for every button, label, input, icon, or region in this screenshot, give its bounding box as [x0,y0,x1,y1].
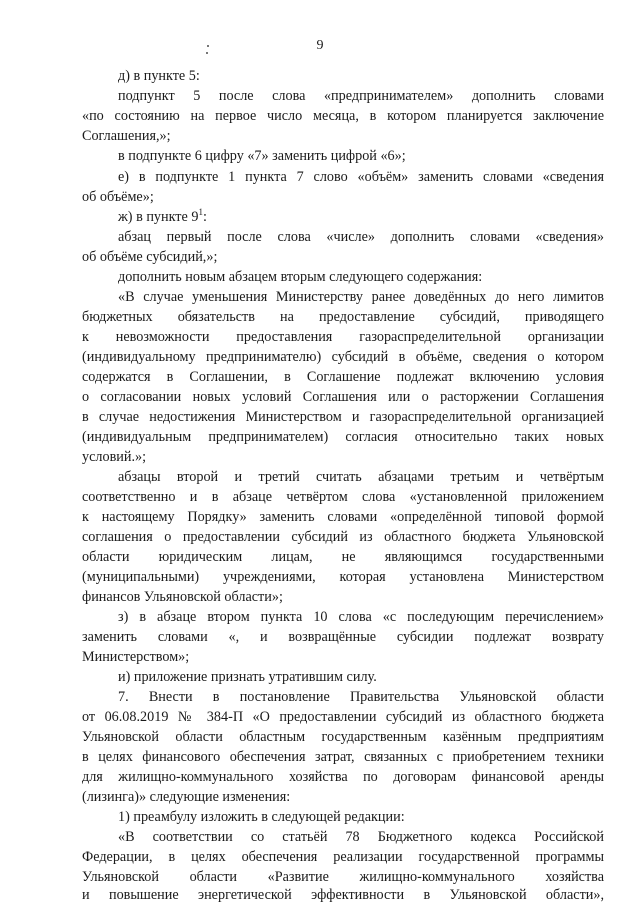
text-line: содержатся в Соглашении, в Соглашение подлежат включению условия [82,369,604,385]
text-line: в случае недостижения Министерством и газораспределительной организацией [82,409,604,425]
scan-speck [206,52,208,54]
text-line: заменить словами «, и возвращённые субсидии подлежат возврату [82,629,604,645]
text-line: (лизинга)» следующие изменения: [82,789,291,805]
text-line: абзацы второй и третий считать абзацами третьим и четвёртым [118,469,604,485]
text-line: и повышение энергетической эффективности в Ульяновской области», [82,887,604,903]
text-line: от 06.08.2019 № 384-П «О предоставлении субсидий из областного бюджета [82,709,604,725]
text-line: Федерации, в целях обеспечения реализации государственной программы [82,849,604,865]
text-line: для жилищно-коммунального хозяйства по договорам финансовой аренды [82,769,604,785]
text-line: «В случае уменьшения Министерству ранее доведённых до него лимитов [118,289,604,305]
text-line: соглашения о предоставлении субсидий из областного бюджета Ульяновской [82,529,604,545]
scan-speck [207,45,209,47]
text-line: 1) преамбулу изложить в следующей редакции: [118,809,405,825]
page-number: 9 [316,38,324,53]
text-line: финансов Ульяновской области»; [82,589,283,605]
text-line: «В соответствии со статьёй 78 Бюджетного кодекса Российской [118,829,604,845]
text-line-main: ж) в пункте 9 [118,209,199,225]
text-line: и) приложение признать утратившим силу. [118,669,377,685]
text-line: (индивидуальному предпринимателю) субсидий в объёме, сведения о котором [82,349,604,365]
superscript: 1 [198,207,203,217]
text-line: об объёме субсидий,»; [82,249,218,265]
text-line: подпункт 5 после слова «предпринимателем» дополнить словами [118,88,604,104]
text-line: о согласовании новых условий Соглашения или о расторжении Соглашения [82,389,604,405]
text-line: Ульяновской области областным государственным казённым предприятиям [82,729,604,745]
text-line: (индивидуальным предпринимателем) согласия относительно таких новых [82,429,604,445]
text-line: «по состоянию на первое число месяца, в котором планируется заключение [82,108,604,124]
text-line: в целях финансового обеспечения затрат, связанных с приобретением техники [82,749,604,765]
text-line: з) в абзаце втором пункта 10 слова «с последующим перечислением» [118,609,604,625]
text-line: в подпункте 6 цифру «7» заменить цифрой «6»; [118,148,406,164]
text-line: Соглашения,»; [82,128,171,144]
text-line-tail: : [202,209,207,225]
text-line: к невозможности предоставления газораспределительной организации [82,329,604,345]
text-line: области юридическим лицам, не являющимся государственными [82,549,604,565]
text-line [118,207,604,227]
text-line: (муниципальными) учреждениями, которая установлена Министерством [82,569,604,585]
text-line: об объёме»; [82,189,154,205]
text-line: бюджетных обязательств на предоставление субсидий, приводящего [82,309,604,325]
text-line: Министерством»; [82,649,190,665]
text-line: д) в пункте 5: [118,68,200,84]
text-line: условий.»; [82,449,147,465]
text-line: дополнить новым абзацем вторым следующего содержания: [118,269,483,285]
text-line: абзац первый после слова «числе» дополнить словами «сведения» [118,229,604,245]
text-line: 7. Внести в постановление Правительства Ульяновской области [118,689,604,705]
text-line: Ульяновской области «Развитие жилищно-коммунального хозяйства [82,869,604,885]
text-line: соответственно и в абзаце четвёртом слова «установленной приложением [82,489,604,505]
text-line: к настоящему Порядку» заменить словами «определённой типовой формой [82,509,604,525]
text-line: е) в подпункте 1 пункта 7 слово «объём» заменить словами «сведения [118,169,604,185]
